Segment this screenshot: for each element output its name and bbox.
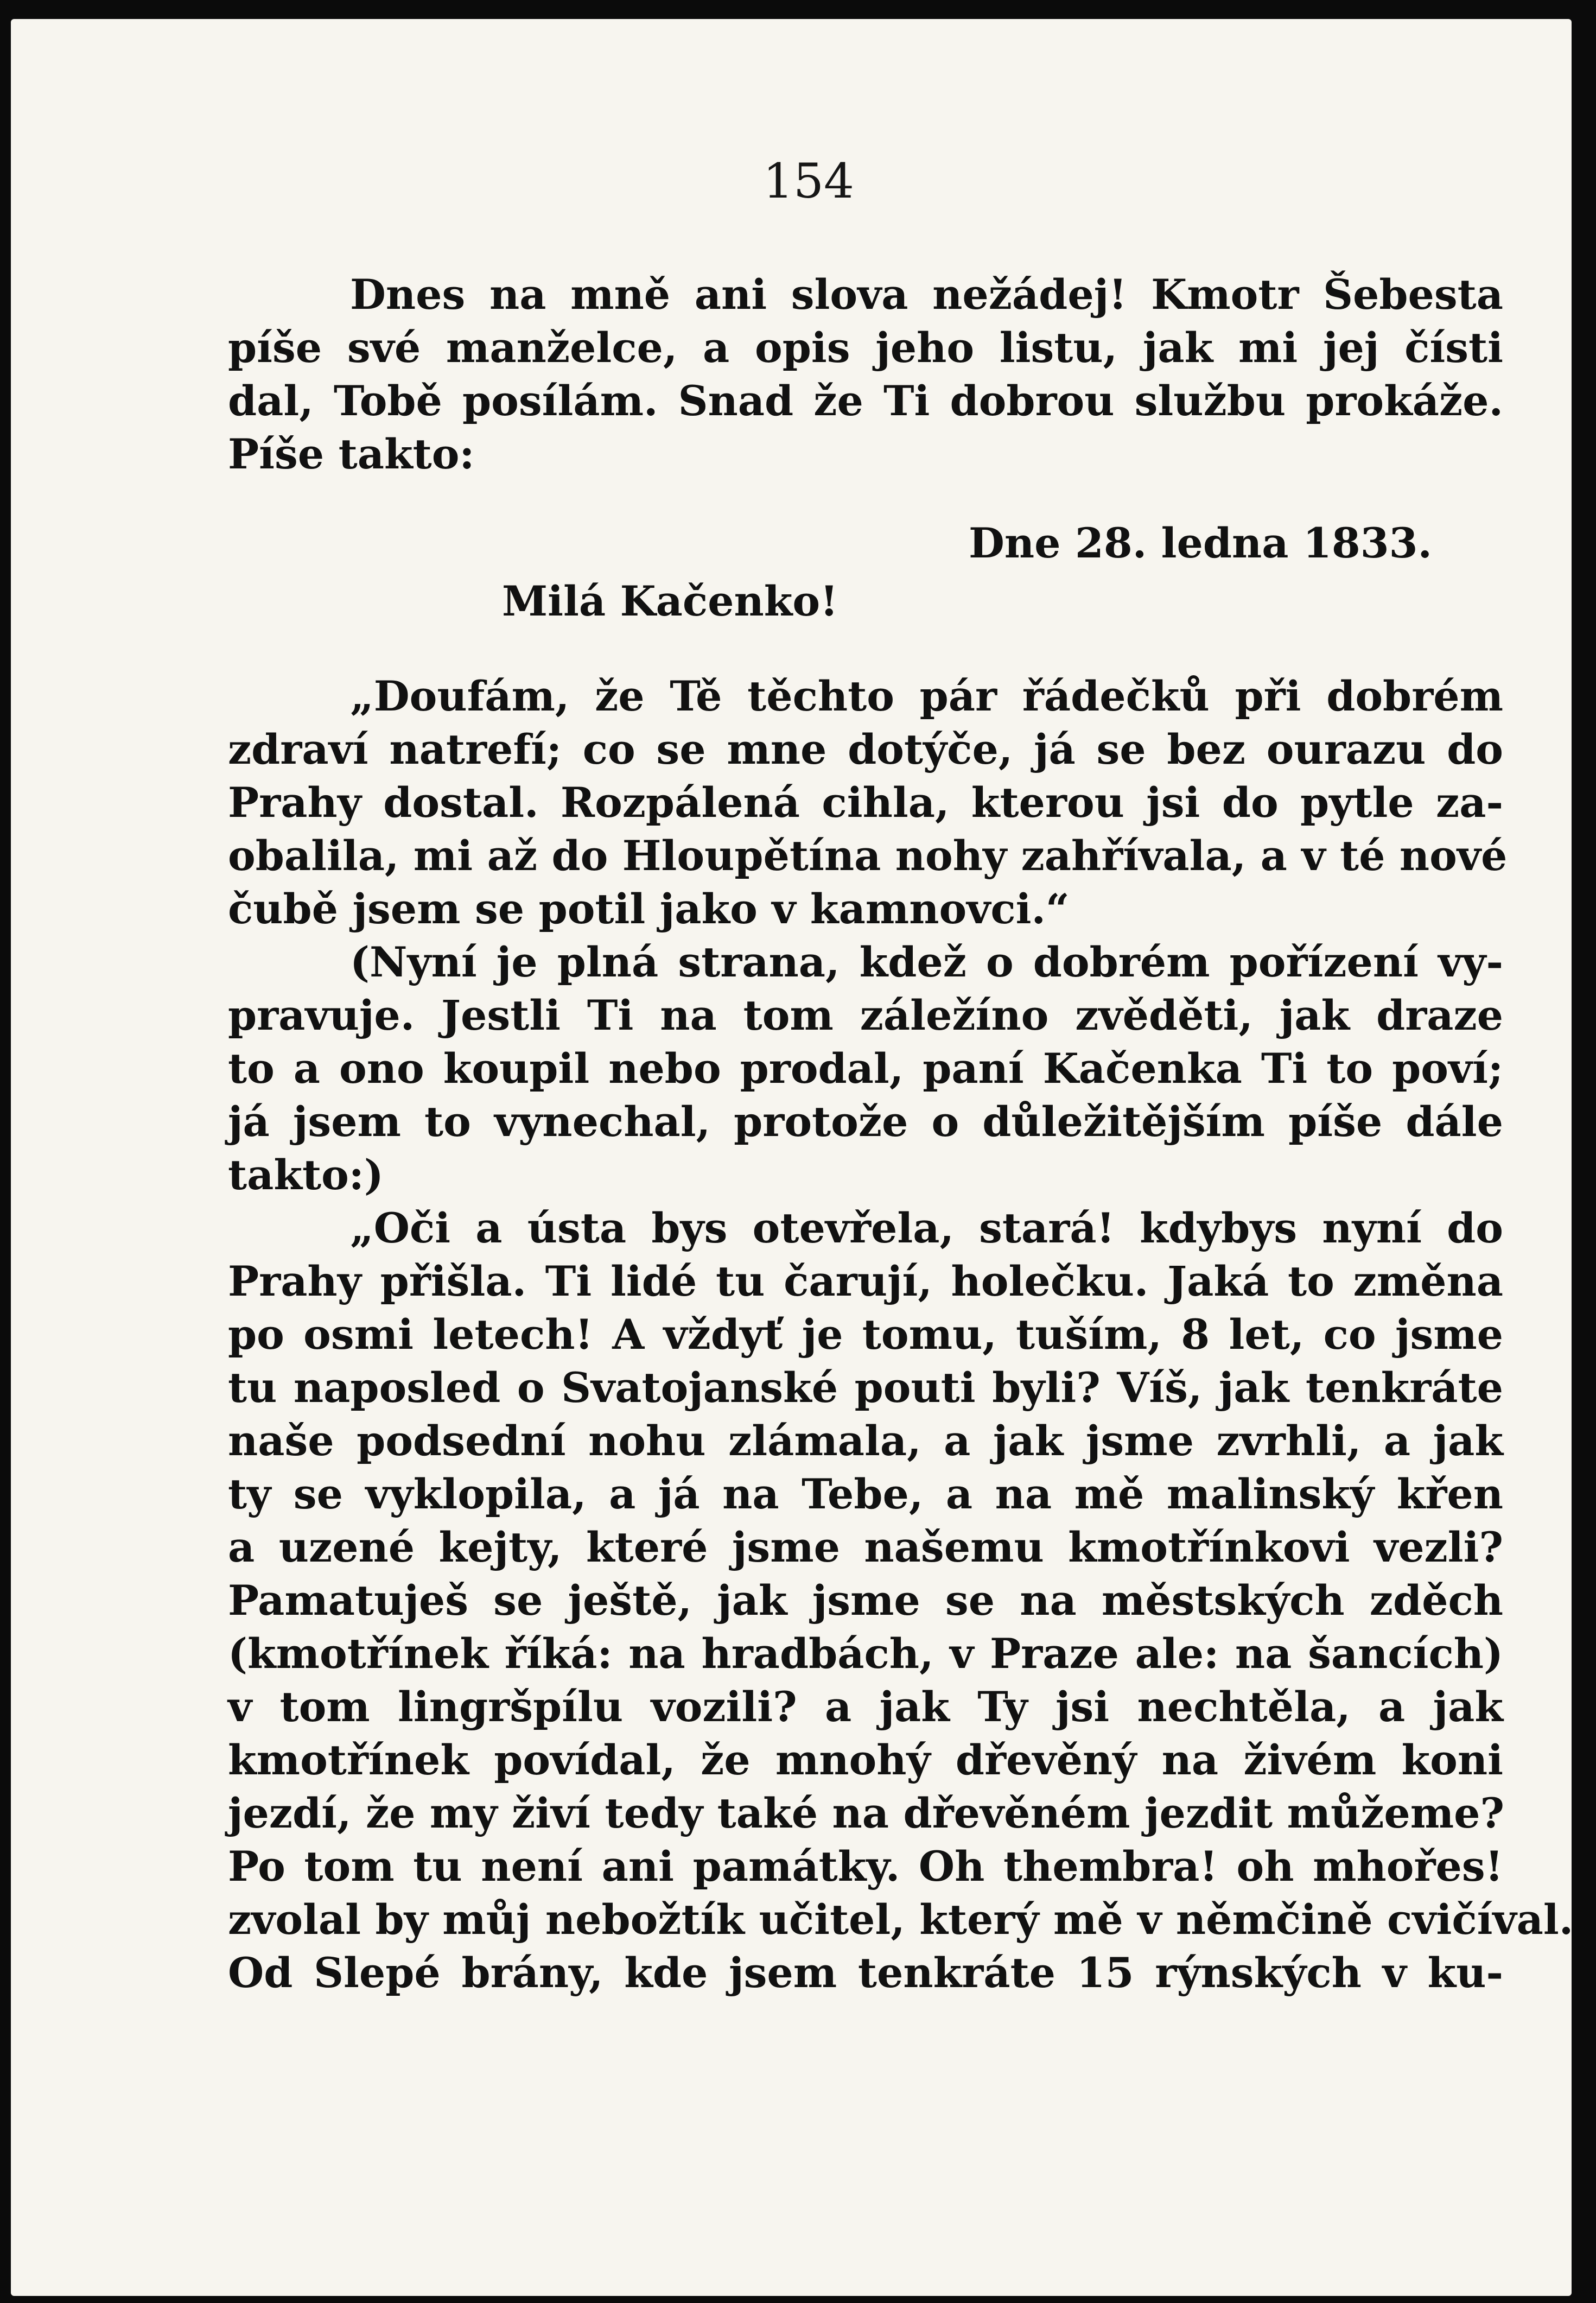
text-line: jezdí, že my živí tedy také na dřevěném jezdit můžeme? (228, 1789, 1505, 1837)
text-line: po osmi letech! A vždyť je tomu, tuším, 8 let, co jsme (228, 1310, 1503, 1359)
text-line: a uzené kejty, které jsme našemu kmotřínkovi vezli? (228, 1523, 1503, 1571)
text-line: Po tom tu není ani památky. Oh thembra! oh mhořes! (228, 1842, 1503, 1890)
text-line: píše své manželce, a opis jeho listu, jak mi jej čísti (228, 323, 1503, 372)
letter-salutation: Milá Kačenko! (502, 577, 838, 625)
text-line: to a ono koupil nebo prodal, paní Kačenka Ti to poví; (228, 1044, 1503, 1093)
text-line: pravuje. Jestli Ti na tom záležíno zvěděti, jak draze (228, 991, 1503, 1039)
text-line: (kmotřínek říká: na hradbách, v Praze ale: na šancích) (228, 1629, 1503, 1678)
text-line: naše podsední nohu zlámala, a jak jsme zvrhli, a jak (228, 1417, 1503, 1465)
text-line: Prahy přišla. Ti lidé tu čarují, holečku. Jaká to změna (228, 1257, 1503, 1305)
text-line: obalila, mi až do Hloupětína nohy zahřívala, a v té nové (228, 832, 1508, 880)
book-page (11, 19, 1572, 2296)
text-line: Prahy dostal. Rozpálená cihla, kterou jsi do pytle za- (228, 778, 1503, 827)
text-line: Dnes na mně ani slova nežádej! Kmotr Šebesta (350, 270, 1503, 319)
text-line: čubě jsem se potil jako v kamnovci.“ (228, 885, 1070, 933)
text-line: ty se vyklopila, a já na Tebe, a na mě malinský křen (228, 1470, 1503, 1518)
text-line: já jsem to vynechal, protože o důležitějším píše dále (228, 1097, 1503, 1146)
text-line: v tom lingršpílu vozili? a jak Ty jsi nechtěla, a jak (228, 1683, 1503, 1731)
text-line: „Oči a ústa bys otevřela, stará! kdybys nyní do (350, 1204, 1503, 1252)
text-line: „Doufám, že Tě těchto pár řádečků při dobrém (350, 672, 1503, 720)
text-line: (Nyní je plná strana, kdež o dobrém pořízení vy- (350, 938, 1503, 986)
letter-date: Dne 28. ledna 1833. (969, 519, 1432, 567)
text-line: Pamatuješ se ještě, jak jsme se na městských zděch (228, 1576, 1503, 1625)
text-line: tu naposled o Svatojanské pouti byli? Víš, jak tenkráte (228, 1363, 1503, 1412)
text-line: zvolal by můj nebožtík učitel, který mě v němčině cvičíval. (228, 1895, 1574, 1944)
text-line: Píše takto: (228, 430, 475, 478)
text-line: zdraví natrefí; co se mne dotýče, já se bez ourazu do (228, 725, 1503, 773)
text-line: Od Slepé brány, kde jsem tenkráte 15 rýnských v ku- (228, 1949, 1503, 1997)
text-line: kmotřínek povídal, že mnohý dřevěný na živém koni (228, 1736, 1503, 1784)
text-line: dal, Tobě posílám. Snad že Ti dobrou službu prokáže. (228, 377, 1503, 425)
text-line: takto:) (228, 1151, 384, 1199)
page-number: 154 (763, 153, 854, 209)
